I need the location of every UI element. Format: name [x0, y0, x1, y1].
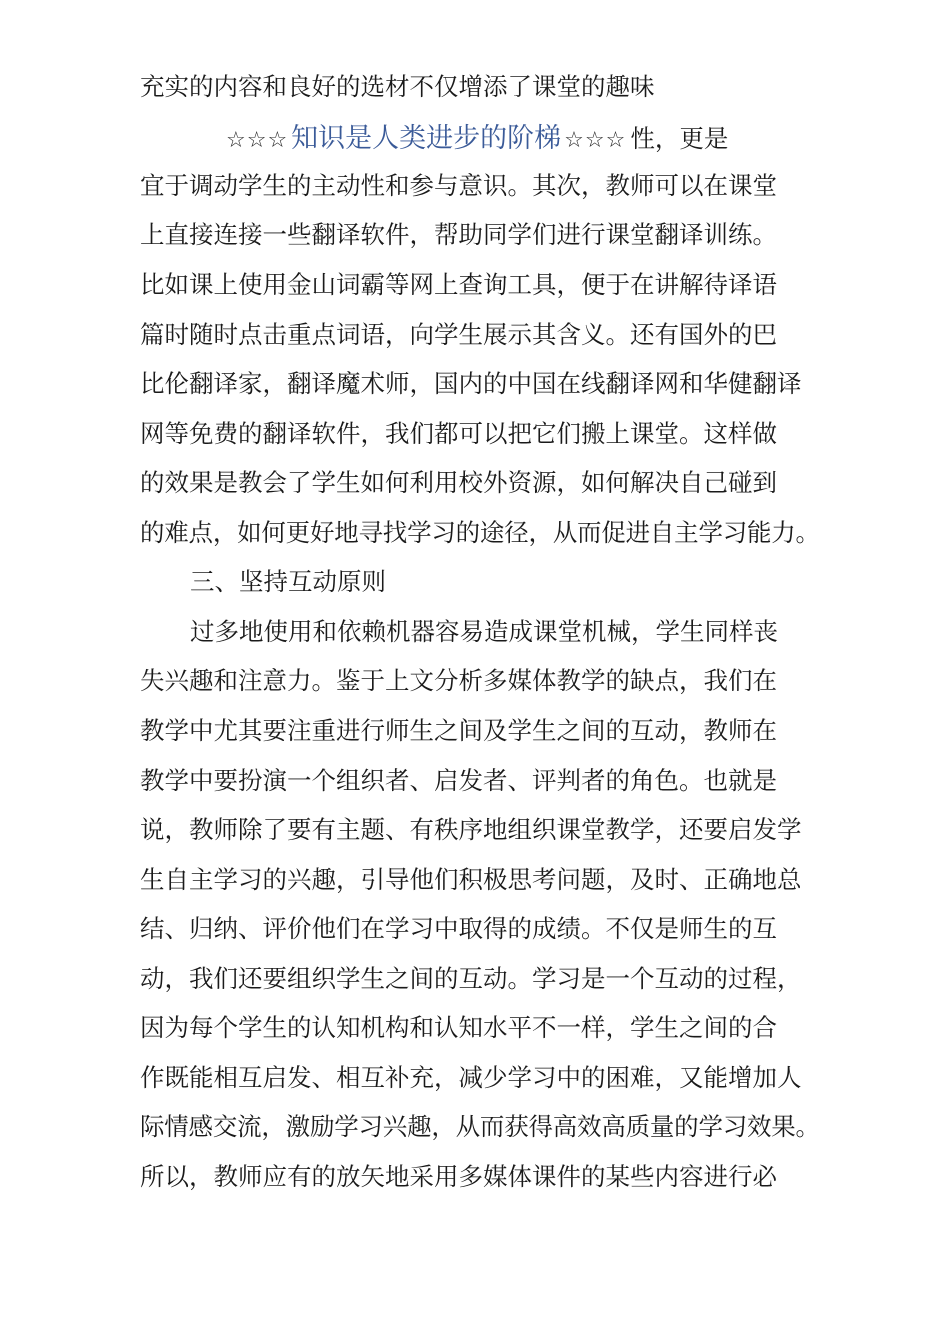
- paragraph-line-continuation: 性，更是: [630, 124, 729, 153]
- paragraph-line: 教学中尤其要注重进行师生之间及学生之间的互动，教师在: [140, 716, 777, 745]
- paragraph-line: 教学中要扮演一个组织者、启发者、评判者的角色。也就是: [140, 766, 777, 795]
- watermark-banner: [226, 116, 728, 156]
- watermark-text: 知识是人类进步的阶梯: [291, 123, 562, 154]
- paragraph-line: 的难点，如何更好地寻找学习的途径，从而促进自主学习能力。: [140, 518, 820, 547]
- paragraph-line: 失兴趣和注意力。鉴于上文分析多媒体教学的缺点，我们在: [140, 666, 777, 695]
- star-icons-right: ☆☆☆: [564, 128, 627, 153]
- paragraph-line: 的效果是教会了学生如何利用校外资源，如何解决自己碰到: [140, 468, 777, 497]
- paragraph-line: 说，教师除了要有主题、有秩序地组织课堂教学，还要启发学: [140, 815, 802, 844]
- paragraph-line: 过多地使用和依赖机器容易造成课堂机械，学生同样丧: [190, 617, 778, 646]
- paragraph-line: 充实的内容和良好的选材不仅增添了课堂的趣味: [140, 72, 655, 101]
- star-icons-left: ☆☆☆: [226, 128, 289, 153]
- paragraph-line: 网等免费的翻译软件，我们都可以把它们搬上课堂。这样做: [140, 419, 777, 448]
- paragraph-line: 结、归纳、评价他们在学习中取得的成绩。不仅是师生的互: [140, 914, 777, 943]
- paragraph-line: 生自主学习的兴趣，引导他们积极思考问题，及时、正确地总: [140, 865, 802, 894]
- paragraph-line: 动，我们还要组织学生之间的互动。学习是一个互动的过程，: [140, 964, 802, 993]
- paragraph-line: 比如课上使用金山词霸等网上查询工具，便于在讲解待译语: [140, 270, 777, 299]
- paragraph-line: 篇时随时点击重点词语，向学生展示其含义。还有国外的巴: [140, 320, 777, 349]
- paragraph-line: 上直接连接一些翻译软件，帮助同学们进行课堂翻译训练。: [140, 220, 777, 249]
- paragraph-line: 际情感交流，激励学习兴趣，从而获得高效高质量的学习效果。: [140, 1112, 820, 1141]
- paragraph-line: 比伦翻译家，翻译魔术师，国内的中国在线翻译网和华健翻译: [140, 369, 802, 398]
- section-heading: 三、坚持互动原则: [190, 567, 386, 596]
- paragraph-line: 因为每个学生的认知机构和认知水平不一样，学生之间的合: [140, 1013, 777, 1042]
- paragraph-line: 作既能相互启发、相互补充，减少学习中的困难，又能增加人: [140, 1063, 802, 1092]
- paragraph-line: 宜于调动学生的主动性和参与意识。其次，教师可以在课堂: [140, 171, 777, 200]
- paragraph-line: 所以，教师应有的放矢地采用多媒体课件的某些内容进行必: [140, 1162, 777, 1191]
